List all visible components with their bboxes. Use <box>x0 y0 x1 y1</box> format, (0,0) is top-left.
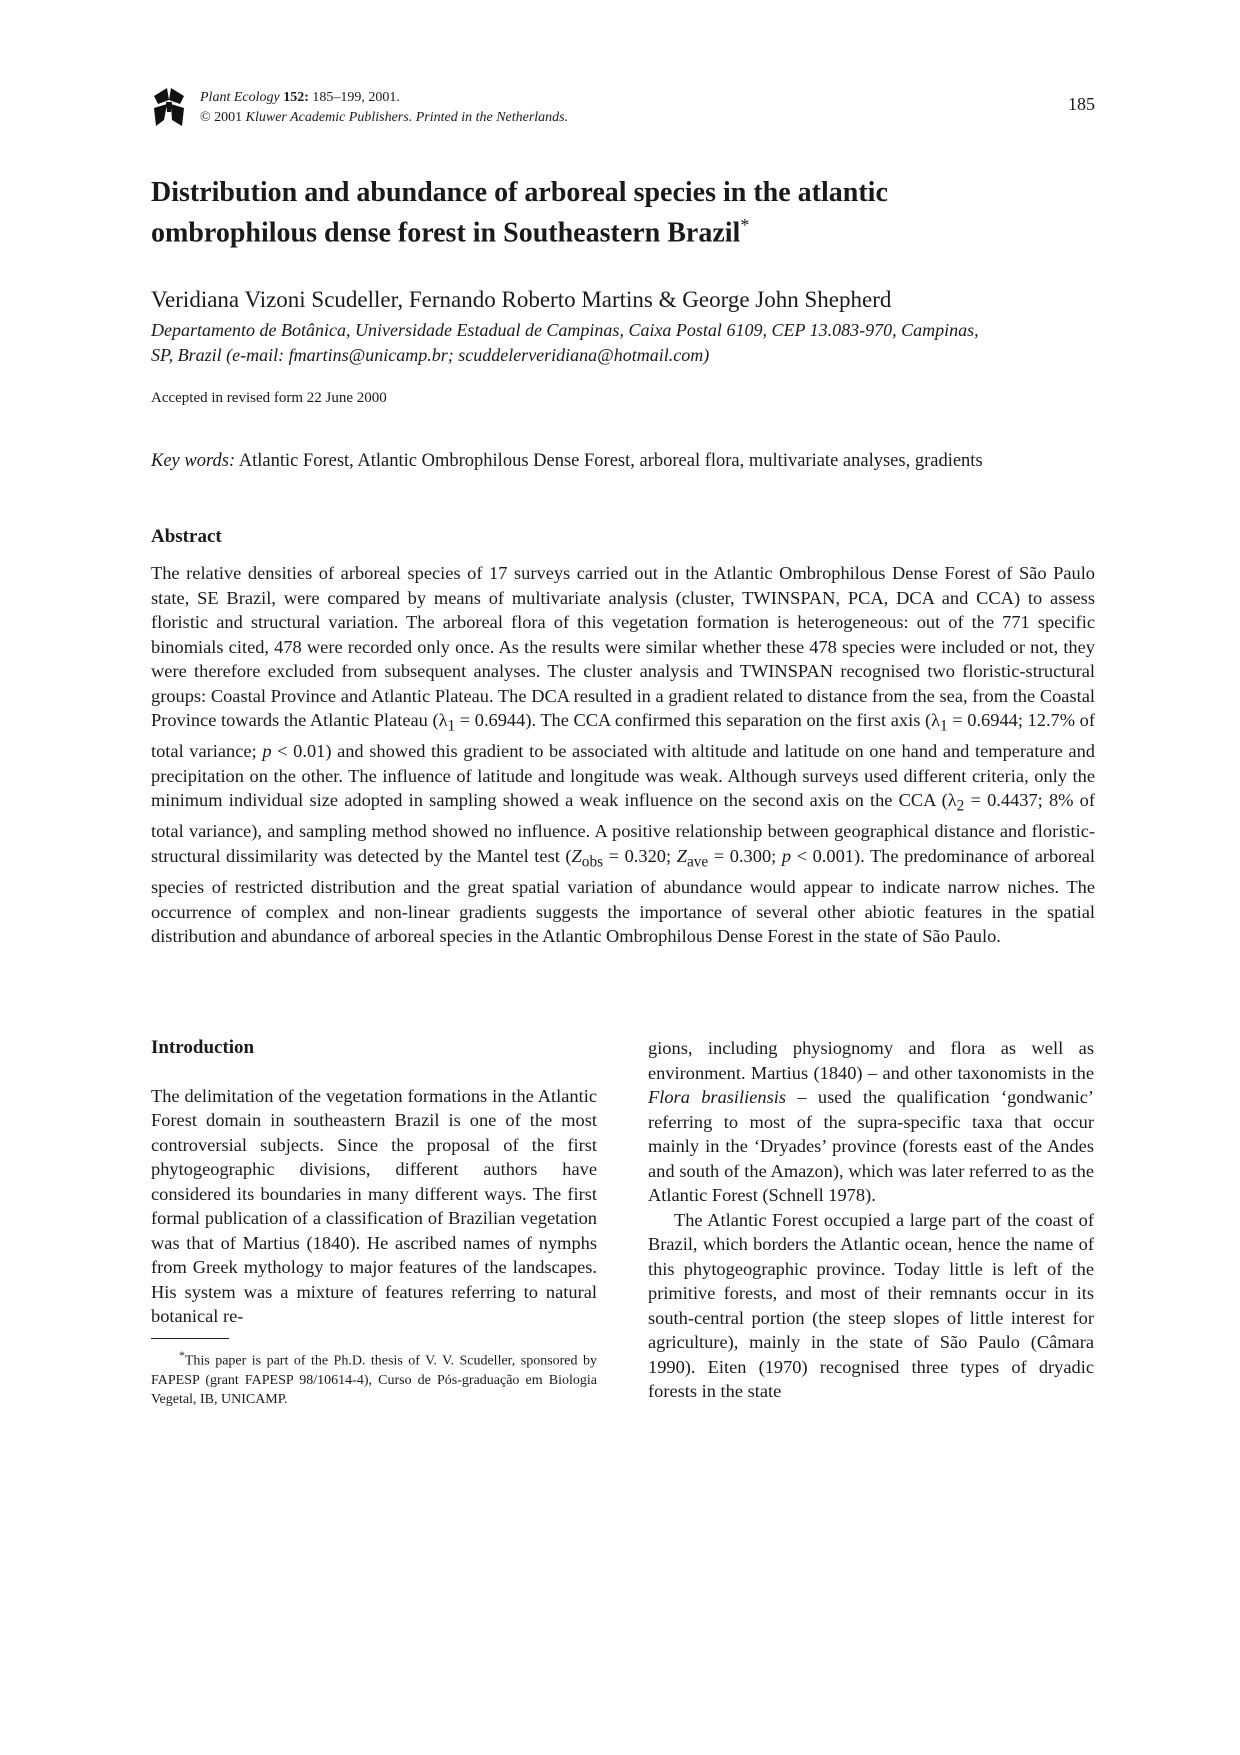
lambda-symbol: λ <box>931 710 941 730</box>
z-symbol: Z <box>676 845 687 866</box>
intro-paragraph-2: The Atlantic Forest occupied a large part of the coast of Brazil, which borders the Atlantic ocean, hence the name of this phytogeographic province. Today little is left of the primitive forests, and most of their remnants occur in its south-central portion (the steep slopes of little interest for agriculture), mainly in the state of São Paulo (Câmara 1990). Eiten (1970) recognised three types of dryadic forests in the state <box>648 1209 1094 1401</box>
title-line-1: Distribution and abundance of arboreal species in the atlantic <box>151 177 888 208</box>
publisher-logo-icon <box>152 86 186 128</box>
abstract-part: = 0.4437; 8% of total variance), and sampling method showed no influence. A positive relationship between geographical distance and floristic-structural dissimilarity was detected by the Mantel test ( <box>151 790 1095 866</box>
keywords-text: Atlantic Forest, Atlantic Ombrophilous Dense Forest, arboreal flora, multivariate analyses, gradients <box>238 451 983 471</box>
abstract-part: < 0.01) and showed this gradient to be associated with altitude and latitude on one hand and temperature and precipitation on the other. The influence of latitude and longitude was weak. Although surveys used different criteria, only the minimum individual size adopted in sampling showed a weak influence on the second axis on the CCA ( <box>151 741 1095 811</box>
abstract-part: The relative densities of arboreal species of 17 surveys carried out in the Atlantic Ombrophilous Dense Forest of São Paulo state, SE Brazil, were compared by means of multivariate analysis (cluster, TWINSPAN, PCA, DCA and CCA) to assess floristic and structural variation. The arboreal flora of this vegetation formation is heterogeneous: out of the 771 specific binomials cited, 478 were recorded only once. As the results were similar whether these 478 species were included or not, they were therefore excluded from subsequent analyses. The cluster analysis and TWINSPAN recognised two floristic-structural groups: Coastal Province and Atlantic Plateau. The DCA resulted in a gradient related to distance from the sea, from the Coastal Province towards the Atlantic Plateau ( <box>151 563 1095 730</box>
title-line-2: ombrophilous dense forest in Southeastern Brazil <box>151 217 741 249</box>
accepted-date: Accepted in revised form 22 June 2000 <box>151 390 387 406</box>
title-footnote-marker: * <box>740 215 750 235</box>
footnote-marker: * <box>179 1349 185 1362</box>
footnote <box>151 1346 597 1409</box>
subscript: ave <box>686 853 709 871</box>
abstract-part: = 0.320; <box>603 845 677 866</box>
citation-line <box>200 88 568 108</box>
keywords-label: Key words: <box>151 451 236 471</box>
publisher: Kluwer Academic Publishers. <box>245 110 413 125</box>
paragraph-part: – used the qualification ‘gondwanic’ referring to most of the supra-specific taxa that occur mainly in the ‘Dryades’ province (forests east of the Andes and south of the Amazon), which was later referred to as the Atlantic Forest (Schnell 1978). <box>648 1087 1094 1205</box>
affiliation-line-2: SP, Brazil (e-mail: fmartins@unicamp.br; scuddelerveridiana@hotmail.com) <box>151 345 710 365</box>
introduction-heading: Introduction <box>151 1037 255 1058</box>
abstract-part: = 0.6944; 12.7% of total variance; <box>151 710 1095 762</box>
abstract-part: = 0.6944). The CCA confirmed this separation on the first axis ( <box>455 710 932 730</box>
abstract-part: = 0.300; <box>708 845 782 866</box>
abstract-text <box>151 561 1095 949</box>
affiliation-line-1: Departamento de Botânica, Universidade Estadual de Campinas, Caixa Postal 6109, CEP 13.083-970, Campinas, <box>151 320 979 340</box>
journal-header <box>200 88 568 128</box>
flora-brasiliensis-title: Flora brasiliensis <box>648 1087 787 1107</box>
lambda-symbol: λ <box>438 710 448 730</box>
volume: 152: <box>283 90 309 105</box>
page-number: 185 <box>1068 94 1095 114</box>
footnote-rule <box>151 1338 229 1339</box>
pages-year: 185–199, 2001. <box>312 90 400 105</box>
subscript: obs <box>581 853 604 871</box>
printed-note: Printed in the Netherlands. <box>415 110 569 125</box>
abstract-part: < 0.001). The predominance of arboreal species of restricted distribution and the great spatial variation of abundance would appear to indicate narrow niches. The occurrence of complex and non-linear gradients suggests the importance of several other abiotic features in the spatial distribution and abundance of arboreal species in the Atlantic Ombrophilous Dense Forest in the state of São Paulo. <box>151 845 1096 947</box>
copyright-year: © 2001 <box>200 110 243 125</box>
subscript: 2 <box>956 797 965 815</box>
right-column <box>648 1036 1094 1404</box>
paper-title <box>151 176 1111 249</box>
journal-name: Plant Ecology <box>200 90 280 105</box>
paragraph-part: gions, including physiognomy and flora as well as environment. Martius (1840) – and other taxonomists in the <box>648 1038 1094 1083</box>
intro-paragraph-1: The delimitation of the vegetation formations in the Atlantic Forest domain in southeastern Brazil is one of the most controversial subjects. Since the proposal of the first phytogeographic divisions, different authors have considered its boundaries in many different ways. The first formal publication of a classification of Brazilian vegetation was that of Martius (1840). He ascribed names of nymphs from Greek mythology to major features of the landscapes. His system was a mixture of features referring to natural botanical re- <box>151 1085 597 1326</box>
p-value-symbol: p <box>781 845 792 866</box>
intro-paragraph-1-continued <box>648 1036 1094 1208</box>
author-list: Veridiana Vizoni Scudeller, Fernando Roberto Martins & George John Shepherd <box>151 287 892 312</box>
copyright-line <box>200 108 568 128</box>
keywords <box>151 451 1111 472</box>
lambda-symbol: λ <box>947 790 957 811</box>
abstract-heading: Abstract <box>151 526 222 547</box>
p-value-symbol: p <box>262 741 272 762</box>
left-column <box>151 1036 597 1329</box>
affiliation <box>151 318 1101 368</box>
z-symbol: Z <box>571 845 582 866</box>
footnote-text: This paper is part of the Ph.D. thesis of V. V. Scudeller, sponsored by FAPESP (grant FAPESP 98/10614-4), Curso de Pós-graduação em Biologia Vegetal, IB, UNICAMP. <box>151 1353 597 1407</box>
subscript: 1 <box>447 717 456 735</box>
subscript: 1 <box>940 717 948 735</box>
